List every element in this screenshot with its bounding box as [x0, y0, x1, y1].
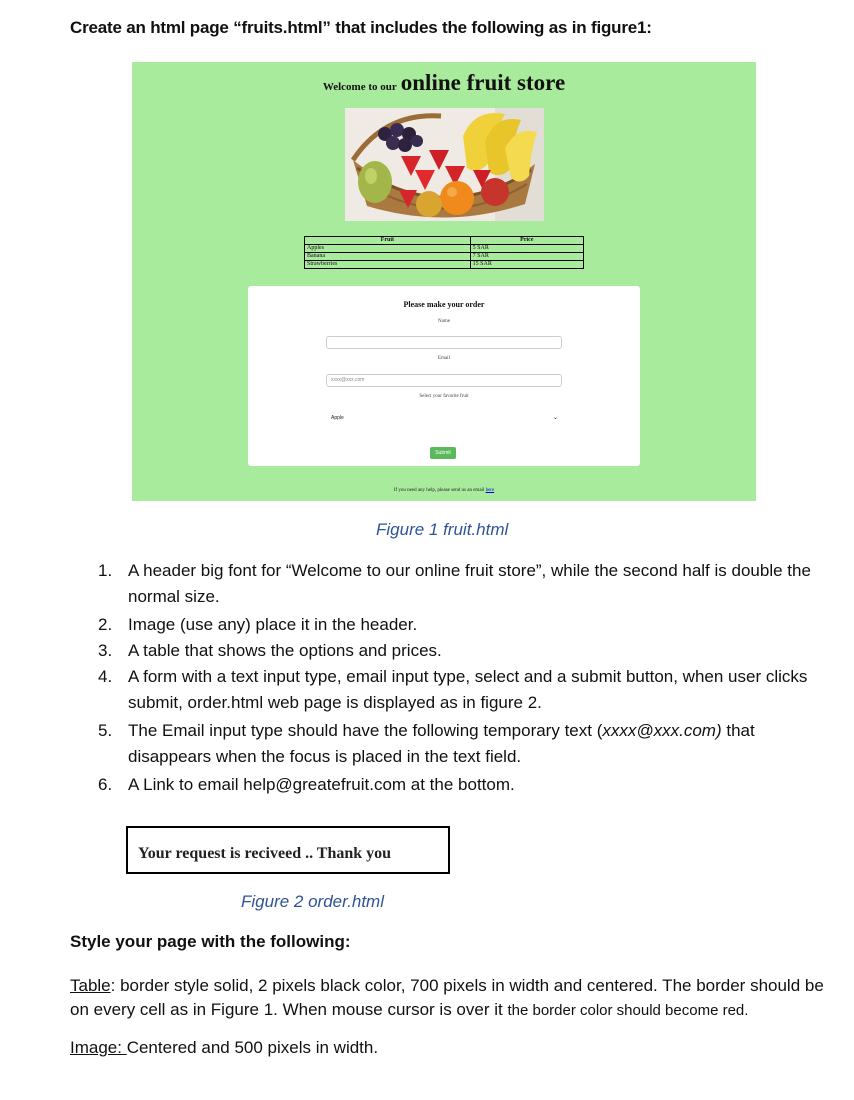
list-number: 1.: [98, 561, 113, 580]
list-number: 5.: [98, 721, 113, 740]
chevron-down-icon: ⌄: [552, 415, 558, 421]
table-cell: Banana: [305, 253, 471, 261]
style-heading: Style your page with the following:: [70, 932, 351, 951]
table-style-paragraph: [70, 974, 830, 1023]
table-style-label: Table: [70, 976, 111, 995]
table-cell: Apples: [305, 245, 471, 253]
table-header-row: [305, 237, 584, 245]
table-cell: 15 SAR: [470, 261, 583, 269]
fruit-select-value: Apple: [331, 415, 344, 421]
list-number: 6.: [98, 775, 113, 794]
list-text: Image (use any) place it in the header.: [128, 615, 418, 634]
figure1-caption: Figure 1 fruit.html: [376, 520, 509, 539]
list-text: A header big font for “Welcome to our online fruit store”, while the second half is double the normal size.: [128, 561, 811, 606]
list-item: [98, 664, 828, 716]
list-number: 3.: [98, 641, 113, 660]
price-table: [304, 236, 584, 269]
store-title: [132, 70, 756, 96]
table-style-text-small: the border color should become red.: [507, 1002, 749, 1019]
table-style-text: : border style solid, 2 pixels black color, 700 pixels in width and centered. The border should be on every cell as in Figure 1. When mouse cursor is over it: [70, 976, 824, 1019]
name-input[interactable]: [326, 336, 562, 349]
fruit-basket-image: [345, 108, 544, 221]
store-title-big: online fruit store: [400, 70, 566, 95]
submit-button[interactable]: Submit: [430, 447, 456, 459]
table-cell: 5 SAR: [470, 245, 583, 253]
help-email-link[interactable]: here: [485, 488, 495, 493]
name-label: Name: [438, 319, 450, 324]
figure1-mockup: [132, 62, 756, 501]
store-title-small: Welcome to our: [322, 81, 397, 93]
list-text: A Link to email help@greatefruit.com at the bottom.: [128, 775, 515, 794]
list-item: [98, 612, 828, 638]
requirements-list: [98, 558, 828, 800]
list-item: [98, 638, 828, 664]
table-row: [305, 253, 584, 261]
list-text-italic: xxxx@xxx.com): [602, 721, 722, 740]
email-label: Email: [438, 356, 450, 361]
list-number: 2.: [98, 615, 113, 634]
list-number: 4.: [98, 667, 113, 686]
table-row: [305, 261, 584, 269]
fruit-select[interactable]: [326, 412, 560, 425]
list-item: [98, 772, 828, 798]
figure2-caption: Figure 2 order.html: [241, 892, 384, 911]
list-text-part: The Email input type should have the following temporary text (: [128, 721, 603, 740]
table-cell: Strawberries: [305, 261, 471, 269]
intro-heading: Create an html page “fruits.html” that includes the following as in figure1:: [70, 18, 652, 37]
list-text: A form with a text input type, email input type, select and a submit button, when user clicks submit, order.html web page is displayed as in figure 2.: [128, 667, 808, 712]
figure2-box: Your request is reciveed .. Thank you: [126, 826, 450, 874]
list-text: [128, 721, 755, 766]
table-header-cell: Fruit: [305, 237, 471, 245]
table-header-cell: Price: [470, 237, 583, 245]
image-style-text: Centered and 500 pixels in width.: [126, 1038, 379, 1057]
list-item: [98, 558, 828, 610]
select-label: Select your favorite fruit: [419, 394, 469, 399]
email-input[interactable]: xxxx@xxx.com: [326, 374, 562, 387]
image-style-label: Image:: [70, 1038, 127, 1057]
help-text: If you need any help, please send us an email: [393, 488, 485, 493]
list-text-part: that disappears when the focus is placed in the text field.: [128, 721, 755, 766]
order-form: [248, 286, 640, 466]
image-style-paragraph: [70, 1036, 830, 1060]
list-item: [98, 718, 828, 770]
help-line: [132, 488, 756, 493]
order-form-title: Please make your order: [403, 300, 485, 309]
list-text: A table that shows the options and prices.: [128, 641, 442, 660]
table-cell: 7 SAR: [470, 253, 583, 261]
table-row: [305, 245, 584, 253]
